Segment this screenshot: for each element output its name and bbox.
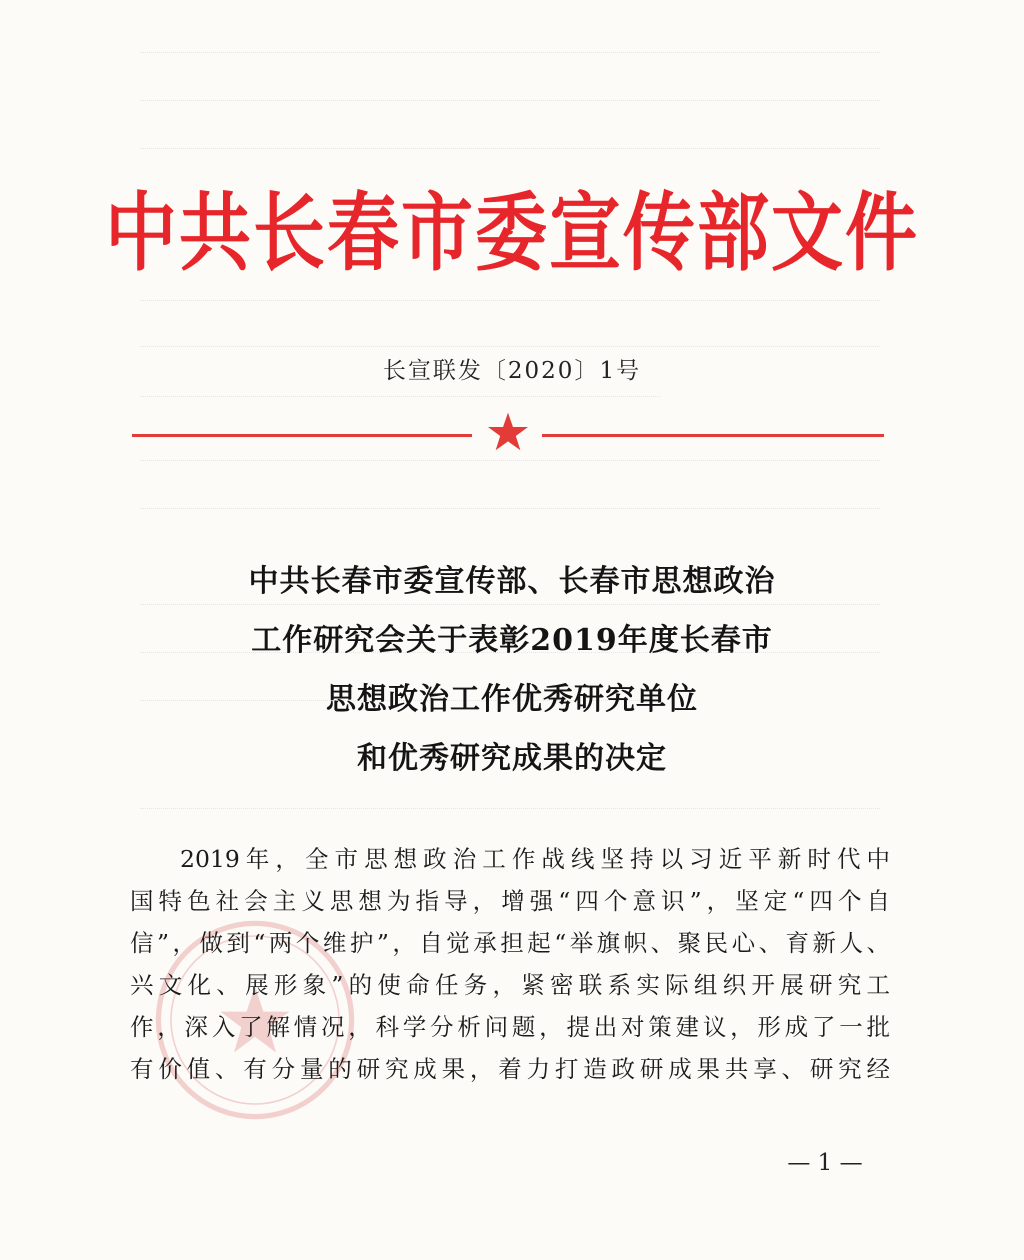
body-line: 信”，做到“两个维护”，自觉承担起“举旗帜、聚民心、育新人、 [130,929,890,957]
document-number: 长宣联发〔2020〕1号 [382,358,642,384]
red-star-icon [487,411,529,453]
body-line: 2019年，全市思想政治工作战线坚持以习近平新时代中 [180,845,890,873]
document-title [0,552,1024,788]
body-line: 作，深入了解情况，科学分析问题，提出对策建议，形成了一批 [130,1013,890,1041]
title-line: 中共长春市委宣传部、长春市思想政治 [248,564,776,599]
red-divider [132,434,884,454]
divider-rule-left [132,434,472,437]
title-line: 工作研究会关于表彰2019年度长春市 [251,623,773,658]
body-line: 国特色社会主义思想为指导，增强“四个意识”，坚定“四个自 [130,887,890,915]
title-line: 和优秀研究成果的决定 [357,741,667,776]
divider-rule-right [542,434,884,437]
body-line: 兴文化、展形象”的使命任务，紧密联系实际组织开展研究工 [130,971,890,999]
body-line: 有价值、有分量的研究成果，着力打造政研成果共享、研究经 [130,1055,890,1083]
page-number: — 1 — [787,1150,863,1176]
title-line: 思想政治工作优秀研究单位 [326,682,698,717]
body-paragraph [130,838,890,1090]
letterhead-title: 中共长春市委宣传部文件 [104,182,919,283]
